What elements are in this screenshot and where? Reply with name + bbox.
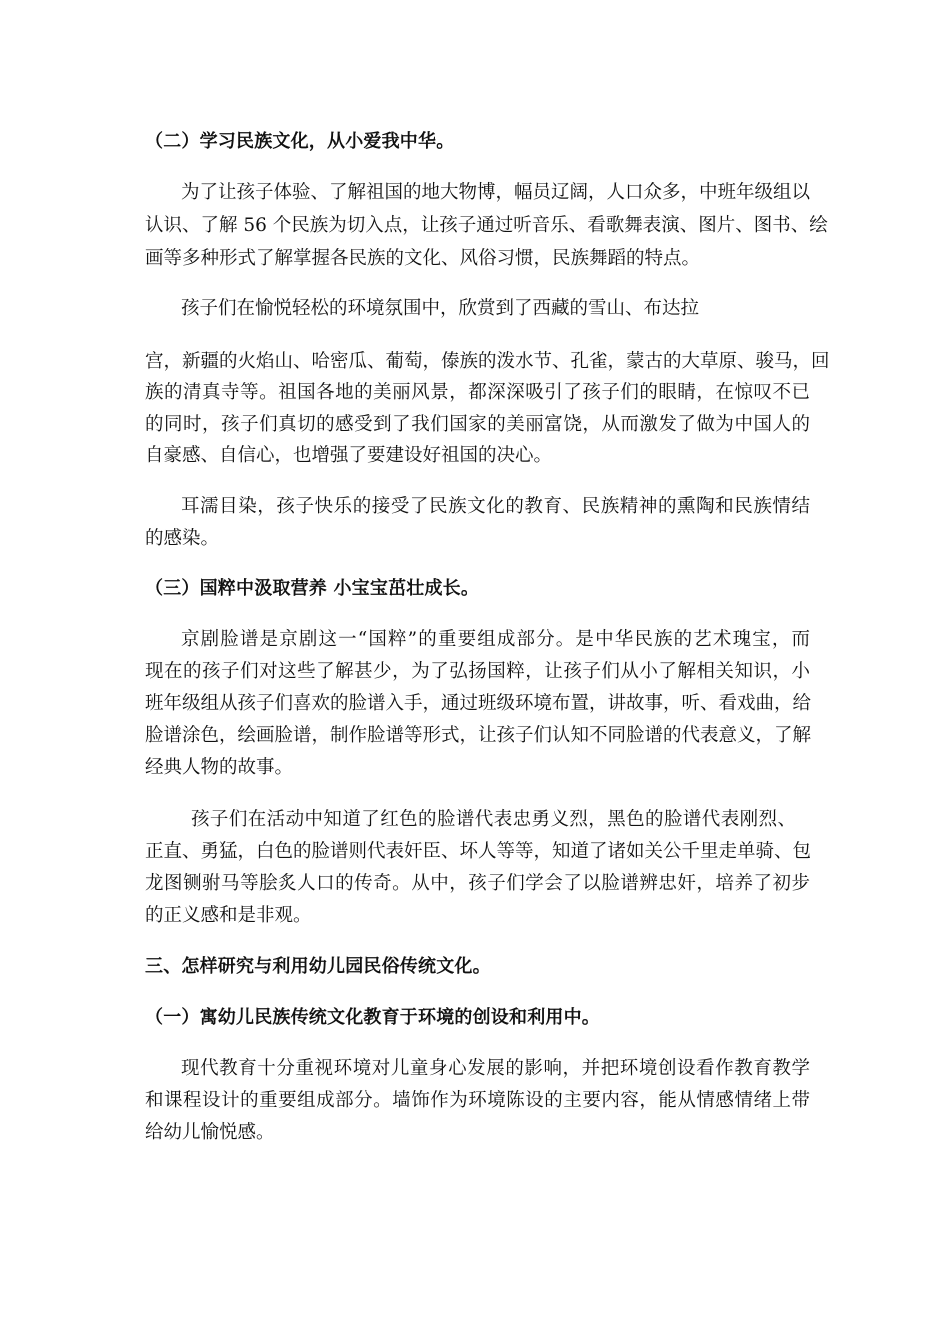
paragraph-line: 认识、了解 56 个民族为切入点，让孩子通过听音乐、看歌舞表演、图片、图书、绘 — [145, 215, 828, 236]
paragraph-line: 自豪感、自信心，也增强了要建设好祖国的决心。 — [145, 445, 553, 466]
paragraph-line: 为了让孩子体验、了解祖国的地大物博，幅员辽阔，人口众多，中班年级组以 — [181, 182, 811, 203]
paragraph-line: 的感染。 — [145, 528, 220, 549]
paragraph-line: 画等多种形式了解掌握各民族的文化、风俗习惯，民族舞蹈的特点。 — [145, 248, 701, 269]
paragraph-line: 的正义感和是非观。 — [145, 905, 312, 926]
paragraph-line: 班年级组从孩子们喜欢的脸谱入手，通过班级环境布置，讲故事，听、看戏曲，给 — [145, 693, 812, 714]
paragraph-line: 龙图铡驸马等脍炙人口的传奇。从中，孩子们学会了以脸谱辨忠奸，培养了初步 — [145, 873, 810, 894]
part-heading-3: 三、怎样研究与利用幼儿园民俗传统文化。 — [145, 956, 491, 977]
paragraph-line: 现在的孩子们对这些了解甚少，为了弘扬国粹，让孩子们从小了解相关知识，小 — [145, 661, 810, 682]
paragraph-line: 经典人物的故事。 — [145, 757, 294, 778]
paragraph-line: 给幼儿愉悦感。 — [145, 1122, 275, 1143]
paragraph-line: 现代教育十分重视环境对儿童身心发展的影响，并把环境创设看作教育教学 — [181, 1058, 810, 1079]
paragraph-line: 京剧脸谱是京剧这一“国粹”的重要组成部分。是中华民族的艺术瑰宝，而 — [181, 629, 810, 650]
paragraph-line: 族的清真寺等。祖国各地的美丽风景，都深深吸引了孩子们的眼睛，在惊叹不已 — [145, 382, 810, 403]
subsection-heading-1: （一）寓幼儿民族传统文化教育于环境的创设和利用中。 — [145, 1007, 600, 1028]
paragraph-line: 脸谱涂色，绘画脸谱，制作脸谱等形式，让孩子们认知不同脸谱的代表意义，了解 — [145, 725, 812, 746]
paragraph-line: 孩子们在活动中知道了红色的脸谱代表忠勇义烈，黑色的脸谱代表刚烈、 — [191, 809, 796, 830]
paragraph-line: 孩子们在愉悦轻松的环境氛围中，欣赏到了西藏的雪山、布达拉 — [181, 298, 700, 319]
paragraph-line: 耳濡目染，孩子快乐的接受了民族文化的教育、民族精神的熏陶和民族情结 — [181, 496, 810, 517]
section-heading-2: （二）学习民族文化，从小爱我中华。 — [145, 131, 455, 152]
paragraph-line: 宫，新疆的火焰山、哈密瓜、葡萄，傣族的泼水节、孔雀，蒙古的大草原、骏马，回 — [145, 351, 830, 372]
section-heading-3: （三）国粹中汲取营养 小宝宝茁壮成长。 — [145, 578, 480, 599]
paragraph-line: 的同时，孩子们真切的感受到了我们国家的美丽富饶，从而激发了做为中国人的 — [145, 414, 810, 435]
paragraph-line: 正直、勇猛，白色的脸谱则代表奸臣、坏人等等，知道了诸如关公千里走单骑、包 — [145, 841, 812, 862]
paragraph-line: 和课程设计的重要组成部分。墙饰作为环境陈设的主要内容，能从情感情绪上带 — [145, 1090, 810, 1111]
